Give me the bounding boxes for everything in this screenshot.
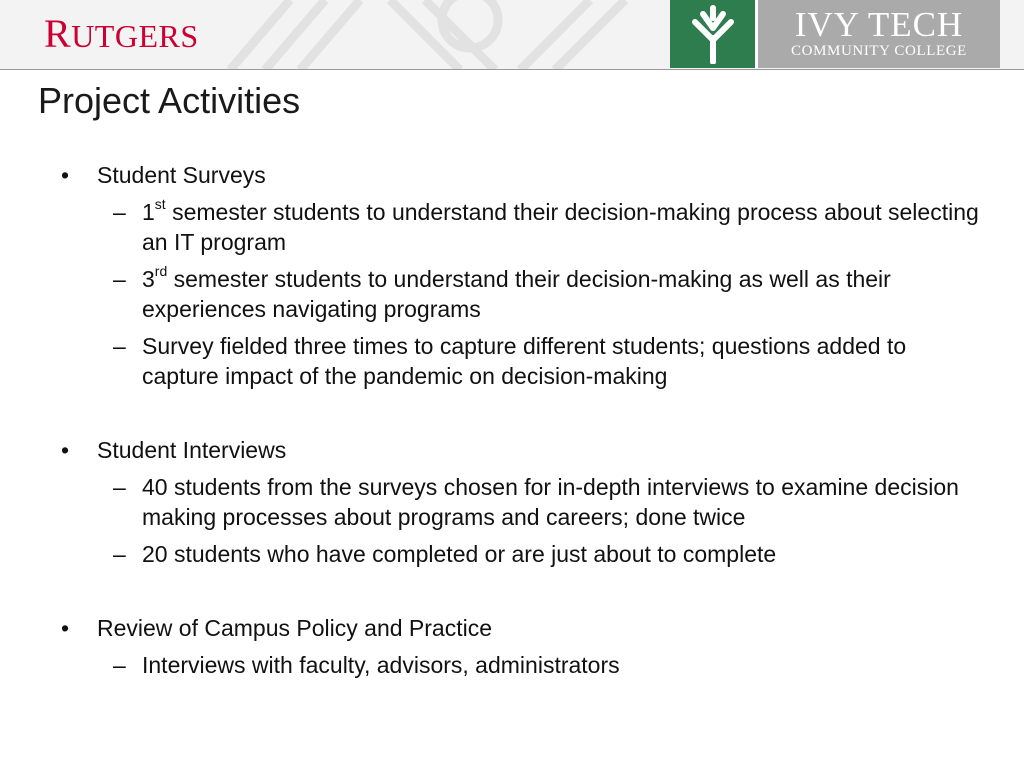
sub-item: – 20 students who have completed or are just about to complete [113, 541, 777, 567]
bullet-list [0, 160, 1024, 680]
header-band [0, 0, 1024, 70]
bullet-campus-policy: • Review of Campus Policy and Practice – Interviews with faculty, advisors, administrators [0, 613, 1024, 680]
ivy-tech-name: IVY TECH [794, 5, 964, 44]
rutgers-logo: RUTGERS [44, 11, 199, 56]
page-title: Project Activities [38, 80, 301, 121]
sub-item: – Interviews with faculty, advisors, administrators [113, 652, 620, 678]
bullet-student-surveys: • Student Surveys – 1st semester students to understand their decision-making process about selecting an IT program – 3rd semester students to understand their decision-making as well as their experiences navigating programs – Survey fielded three times to capture different students; questions added to capture impact of the pandemic on decision-making [0, 160, 1024, 391]
sub-item: – Survey fielded three times to capture different students; questions added to capture impact of the pandemic on decision-making [113, 333, 907, 389]
sub-item: – 40 students from the surveys chosen for in-depth interviews to examine decision making processes about programs and careers; done twice [113, 474, 959, 530]
sub-item: – 3rd semester students to understand their decision-making as well as their experiences navigating programs [113, 263, 891, 322]
ivy-tech-subtitle: COMMUNITY COLLEGE [791, 43, 967, 59]
bullet-student-interviews: • Student Interviews – 40 students from the surveys chosen for in-depth interviews to examine decision making processes about programs and careers; done twice – 20 students who have completed or are just about to complete [0, 435, 1024, 569]
header-divider [0, 69, 1024, 70]
bullet-dot-icon: • [60, 162, 70, 188]
ivy-leaf-icon [670, 0, 755, 68]
ivy-tech-wordmark [755, 0, 1000, 68]
sub-item: – 1st semester students to understand their decision-making process about selecting an IT program [113, 196, 979, 255]
ivy-tech-logo [670, 0, 1000, 68]
bullet-dot-icon: • [60, 437, 70, 463]
bullet-dot-icon: • [60, 615, 70, 641]
